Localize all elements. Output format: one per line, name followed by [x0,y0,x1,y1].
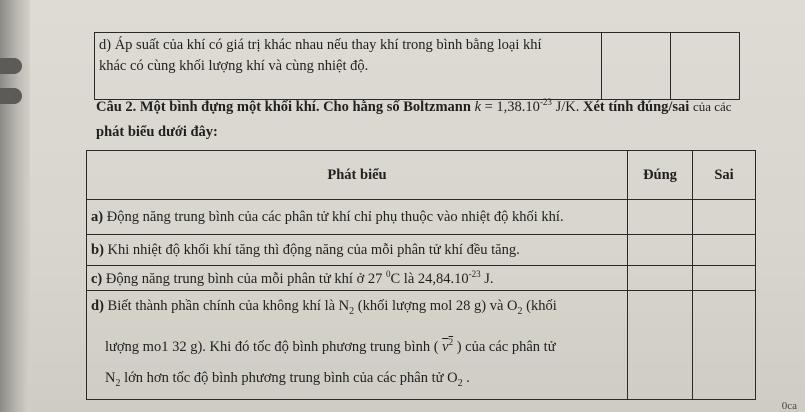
statement-line: khác có cùng khối lượng khí và cùng nhiệt độ. [99,58,369,74]
header-false: Sai [693,151,756,200]
statement-d [87,291,628,400]
header-true: Đúng [628,151,693,200]
question-number: Câu 2. [96,98,137,115]
statement-line [91,327,623,363]
statement-a [87,200,628,235]
exponent: -23 [539,97,552,107]
false-answer-cell[interactable] [693,266,756,291]
question-heading [96,97,732,116]
statement-label: b) [91,241,104,258]
true-false-table [86,150,756,400]
false-answer-cell[interactable] [693,291,756,400]
statement-line [91,298,557,317]
true-answer-cell[interactable] [628,266,693,291]
statement-text: Động năng trung bình của mỗi phân tử khí ở 27 [105,270,383,287]
true-answer-cell[interactable] [628,235,693,266]
statement-label: c) [91,270,103,287]
statement-text: (khối [522,298,557,314]
question-heading-line2: phát biểu dưới đây: [96,124,218,140]
statement-text: N [105,369,116,386]
instruction-tail: của các [692,98,732,114]
previous-answer-table [94,32,740,100]
binder-hole [0,88,22,104]
question-text: Một bình đựng một khối khí. Cho hằng số Boltzmann [139,98,471,115]
binder-hole [0,58,22,74]
table-row [87,200,756,235]
statement-text: J. [480,270,494,287]
statement-text: Biết thành phần chính của không khí là N [107,298,350,314]
corner-mark: 0ca [781,400,797,412]
statement-text: lớn hơn tốc độ bình phương trung bình của các phân tử O [120,369,458,386]
statement-d-previous [95,33,602,100]
unit: J/K. [555,98,580,115]
mean-square-symbol [442,336,454,355]
table-row [87,235,756,266]
subscript: 2 [517,305,523,317]
subscript: 2 [115,377,121,389]
statement-text: Động năng trung bình của các phân tử khí chỉ phụ thuộc vào nhiệt độ khối khí. [106,208,564,225]
degree-superscript: 0 [386,268,391,279]
boltzmann-formula: $k = 1,38.10^{-23}$ J/K. [474,97,580,115]
false-answer-cell[interactable] [671,33,740,100]
header-statement: Phát biểu [87,151,628,200]
instruction-text: Xét tính đúng/sai [582,98,690,115]
statement-text: Khi nhiệt độ khối khí tăng thì động năng của mỗi phân tử khí đều tăng. [107,241,520,258]
false-answer-cell[interactable] [693,235,756,266]
statement-b [87,235,628,266]
statement-text: (khối lượng mol 28 g) và O [354,298,518,314]
subscript: 2 [457,377,463,389]
binder-edge [0,0,30,412]
statement-text: ) của các phân tử [453,338,556,355]
subscript: 2 [349,305,355,317]
false-answer-cell[interactable] [693,200,756,235]
statement-label: d) [91,298,104,314]
table-row [87,291,756,400]
velocity-symbol: v [442,338,449,355]
statement-text: . [462,369,470,386]
true-answer-cell[interactable] [628,291,693,400]
true-answer-cell[interactable] [602,33,671,100]
exponent: -23 [468,268,481,279]
statement-line [91,363,623,399]
statement-text: C là 24,84.10 [390,270,469,287]
statement-c [87,266,628,291]
exponent: 2 [448,336,454,347]
table-row [87,266,756,291]
statement-label: a) [91,208,104,225]
statement-line: d) Áp suất của khí có giá trị khác nhau nếu thay khí trong bình bằng loại khí [99,37,542,53]
table-header-row [87,151,756,200]
statement-text: lượng mo1 32 g). Khi đó tốc độ bình phương trung bình ( [105,338,443,355]
true-answer-cell[interactable] [628,200,693,235]
